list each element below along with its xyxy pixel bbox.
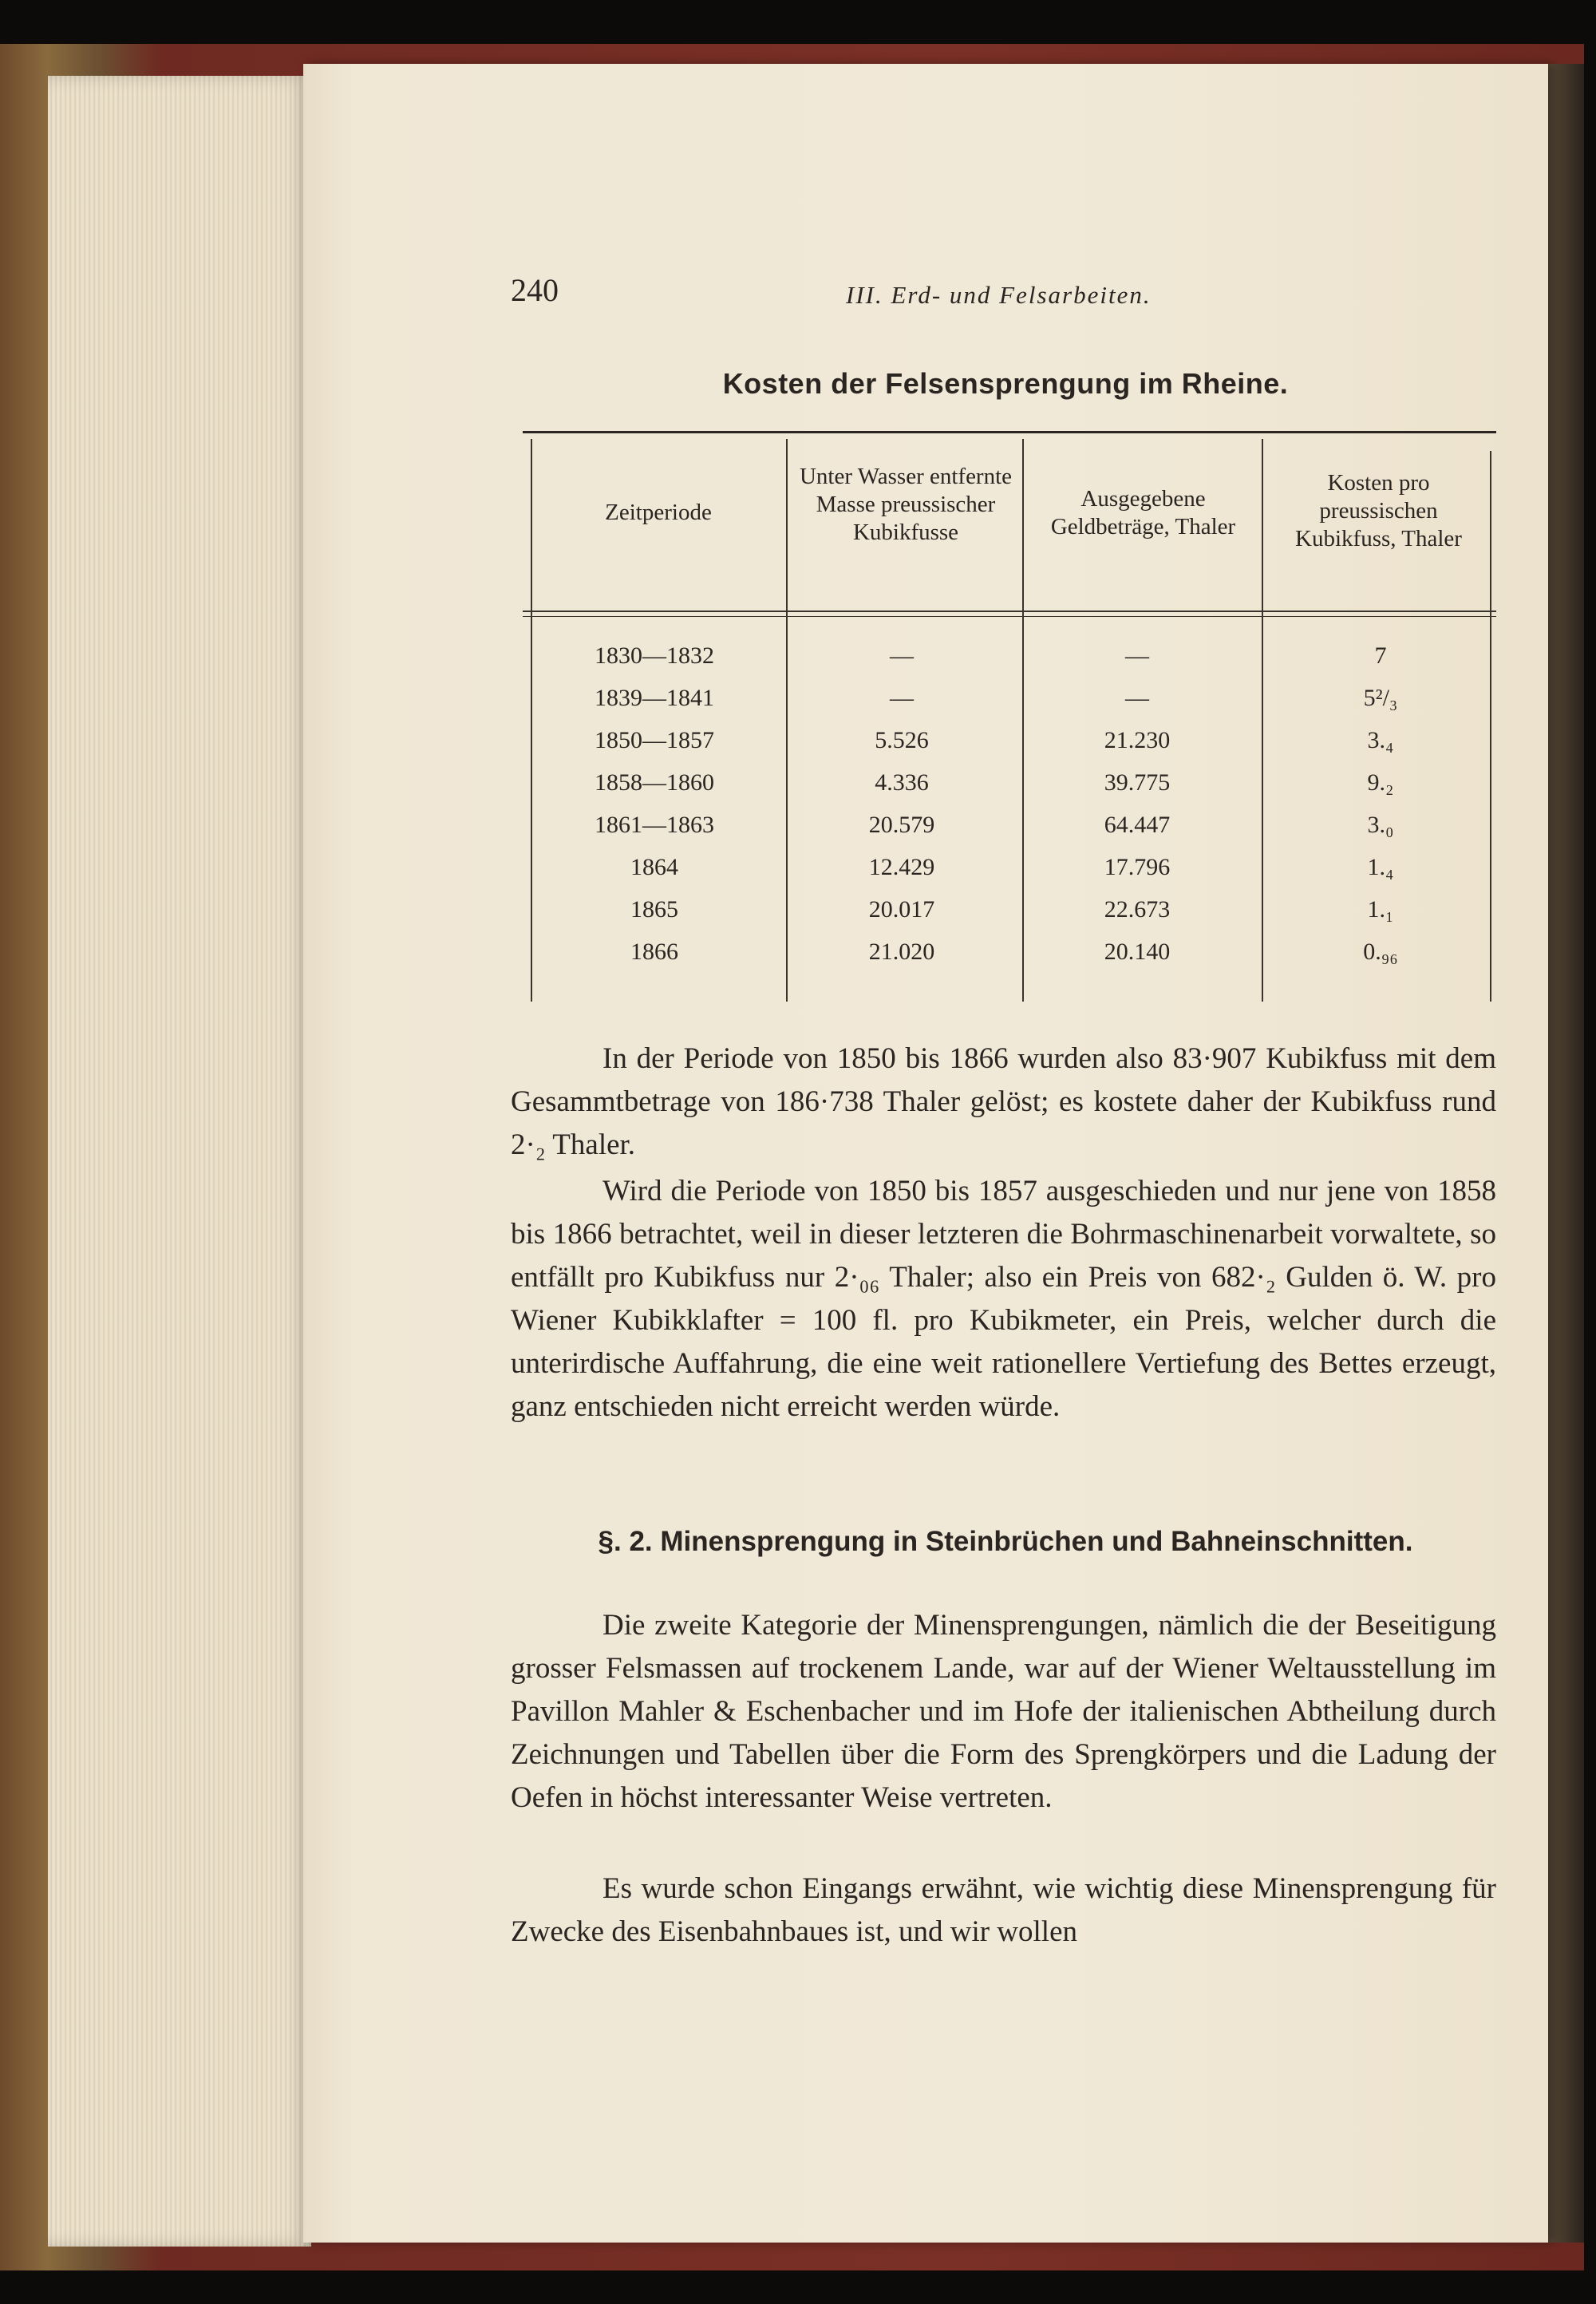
cell-geld: 21.230 — [1104, 727, 1171, 753]
cell-kosten: 9.₂ — [1367, 769, 1394, 796]
cell-geld: 22.673 — [1104, 896, 1171, 923]
column-header-masse: Unter Wasser entfernte Masse preussischer Kubikfusse — [799, 464, 1013, 545]
cell-geld: — — [1125, 642, 1149, 669]
cell-masse: 20.579 — [868, 812, 935, 838]
cell-geld: 17.796 — [1104, 854, 1171, 880]
paragraph-3 — [511, 1604, 1496, 1820]
cell-masse: 5.526 — [875, 727, 929, 753]
cell-geld: — — [1125, 685, 1149, 711]
table-header-rule — [523, 611, 1496, 612]
cell-kosten: 7 — [1374, 642, 1387, 669]
cell-period: 1864 — [630, 854, 678, 880]
cell-masse: 21.020 — [868, 939, 935, 965]
cost-table — [523, 431, 1496, 1014]
cell-period: 1830—1832 — [595, 642, 714, 669]
cell-kosten: 1.₁ — [1367, 896, 1394, 923]
cell-period: 1850—1857 — [595, 727, 714, 753]
cell-masse: — — [890, 685, 914, 711]
cell-masse: 20.017 — [868, 896, 935, 923]
table-row — [523, 896, 1496, 939]
cell-geld: 39.775 — [1104, 769, 1171, 796]
table-row — [523, 854, 1496, 897]
table-header-rule-2 — [523, 616, 1496, 617]
paragraph-text: Es wurde schon Eingangs erwähnt, wie wichtig diese Minensprengung für Zwecke des Eisenbahnbaues ist, und wir wollen — [511, 1872, 1496, 1948]
column-header-zeitperiode: Zeitperiode — [605, 500, 712, 525]
cell-geld: 20.140 — [1104, 939, 1171, 965]
book-page-edges — [48, 76, 311, 2247]
column-header-geld: Ausgegebene Geldbeträge, Thaler — [1050, 486, 1236, 539]
cell-kosten: 5²/₃ — [1363, 685, 1398, 711]
book-right-edge — [1548, 64, 1584, 2243]
table-row — [523, 685, 1496, 728]
cell-geld: 64.447 — [1104, 812, 1171, 838]
table-title: Kosten der Felsensprengung im Rheine. — [722, 367, 1289, 400]
cell-period: 1861—1863 — [595, 812, 714, 838]
paragraph-text: In der Periode von 1850 bis 1866 wurden also 83·907 Kubikfuss mit dem Gesammtbetrage von 186·738 Thaler gelöst; es kostete daher der Kubikfuss rund 2·₂ Thaler. — [511, 1042, 1496, 1161]
table-row — [523, 812, 1496, 855]
section-heading: §. 2. Minensprengung in Steinbrüchen und Bahneinschnitten. — [598, 1526, 1413, 1557]
cell-masse: 4.336 — [875, 769, 929, 796]
cell-kosten: 3.₄ — [1367, 727, 1394, 753]
paragraph-2 — [511, 1170, 1496, 1429]
table-row — [523, 642, 1496, 686]
table-row — [523, 769, 1496, 812]
cell-kosten: 0.₉₆ — [1363, 939, 1398, 965]
paragraph-1 — [511, 1037, 1496, 1167]
cell-period: 1866 — [630, 939, 678, 965]
page-header — [511, 271, 1516, 319]
cell-period: 1839—1841 — [595, 685, 714, 711]
paragraph-text: Wird die Periode von 1850 bis 1857 ausgeschieden und nur jene von 1858 bis 1866 betrachtet, weil in dieser letzteren die Bohrmaschinenarbeit vorwaltete, so entfällt pro Kubikfuss nur 2·₀₆ Thaler; also ein Preis von 682·₂ Gulden ö. W. pro Wiener Kubikklafter = 100 fl. pro Kubikmeter, ein Preis, welcher durch die unterirdische Auffahrung, die eine weit rationellere Vertiefung des Bettes erzeugt, ganz entschieden nicht erreicht werden würde. — [511, 1175, 1496, 1423]
cell-period: 1865 — [630, 896, 678, 923]
paragraph-4 — [511, 1867, 1496, 1954]
paragraph-text: Die zweite Kategorie der Minensprengungen, nämlich die der Beseitigung grosser Felsmassen auf trockenem Lande, war auf der Wiener Weltausstellung im Pavillon Mahler & Eschenbacher und im Hofe der italienischen Abtheilung durch Zeichnungen und Tabellen über die Form des Sprengkörpers und die Ladung der Oefen in höchst interessanter Weise vertreten. — [511, 1609, 1496, 1814]
cell-masse: — — [890, 642, 914, 669]
table-row — [523, 939, 1496, 982]
cell-masse: 12.429 — [868, 854, 935, 880]
column-header-kosten: Kosten pro preussischen Kubikfuss, Thaler — [1295, 470, 1462, 551]
cell-kosten: 3.₀ — [1367, 812, 1394, 838]
running-title: III. Erd- und Felsarbeiten. — [846, 281, 1152, 309]
page-number: 240 — [511, 272, 559, 308]
table-top-rule — [523, 431, 1496, 433]
cell-kosten: 1.₄ — [1367, 854, 1394, 880]
cell-period: 1858—1860 — [595, 769, 714, 796]
table-row — [523, 727, 1496, 770]
